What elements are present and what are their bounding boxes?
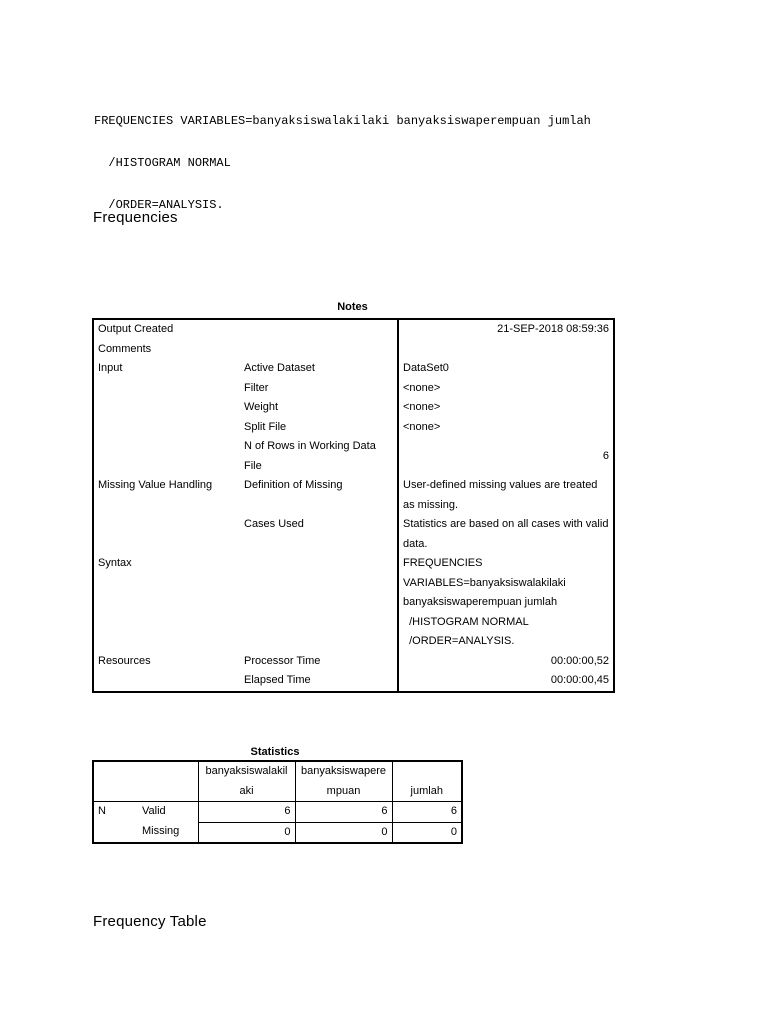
stat-value: 0 [295, 822, 392, 843]
syntax-line: FREQUENCIES VARIABLES=banyaksiswalakilaki banyaksiswaperempuan jumlah [94, 114, 591, 128]
stat-value: 6 [198, 802, 295, 823]
notes-table [92, 318, 615, 693]
n-label: N [98, 805, 106, 817]
notes-cell [93, 379, 240, 399]
notes-cell: Definition of Missing [244, 479, 343, 491]
notes-cell: N of Rows in Working Data File [244, 440, 376, 472]
table-row [93, 476, 614, 515]
notes-cell [93, 398, 240, 418]
notes-cell: Processor Time [244, 654, 321, 667]
notes-cell: 21-SEP-2018 08:59:36 [398, 319, 614, 340]
notes-cell: 00:00:00,45 [398, 671, 614, 692]
notes-cell: Filter [244, 381, 269, 394]
notes-cell [93, 515, 240, 554]
table-row [93, 319, 614, 340]
notes-cell [240, 319, 398, 340]
table-row [93, 652, 614, 672]
table-row [93, 398, 614, 418]
statistics-table [92, 760, 463, 844]
notes-cell: FREQUENCIES VARIABLES=banyaksiswalakilaki banyaksiswaperempuan jumlah /HISTOGRAM NORMAL /ORDER=ANALYSIS. [398, 554, 614, 652]
notes-cell: Syntax [98, 557, 132, 569]
notes-cell: User-defined missing values are treated as missing. [398, 476, 614, 515]
notes-cell: Resources [98, 654, 151, 667]
table-row [93, 554, 614, 652]
notes-cell [93, 671, 240, 692]
notes-cell: <none> [398, 398, 614, 418]
notes-cell [240, 340, 398, 360]
syntax-line: /ORDER=ANALYSIS. [94, 198, 224, 212]
stat-value: 6 [392, 802, 462, 823]
notes-cell [240, 554, 398, 652]
notes-cell: Input [98, 362, 123, 374]
row-label: Missing [138, 822, 198, 843]
empty-header-cell [93, 761, 138, 802]
notes-cell [398, 340, 614, 360]
notes-cell: Missing Value Handling [98, 479, 213, 491]
stat-value: 0 [392, 822, 462, 843]
notes-cell: DataSet0 [398, 359, 614, 379]
table-row [93, 379, 614, 399]
stat-value: 0 [198, 822, 295, 843]
table-row [93, 437, 614, 476]
statistics-caption: Statistics [250, 746, 300, 758]
notes-cell: Statistics are based on all cases with valid data. [398, 515, 614, 554]
notes-caption: Notes [337, 301, 368, 313]
notes-cell: Comments [98, 342, 152, 355]
notes-cell: <none> [398, 418, 614, 438]
table-row [93, 340, 614, 360]
table-row [93, 802, 462, 823]
column-header: banyaksiswaperempuan [295, 761, 392, 802]
table-row [93, 671, 614, 692]
frequencies-heading: Frequencies [93, 209, 178, 226]
row-label: Valid [138, 802, 198, 823]
notes-cell: Elapsed Time [244, 674, 311, 686]
table-row [93, 418, 614, 438]
syntax-line: /HISTOGRAM NORMAL [94, 156, 231, 170]
notes-cell: Weight [244, 401, 279, 413]
syntax-block [94, 86, 591, 226]
notes-cell: Active Dataset [244, 362, 315, 374]
table-row [93, 359, 614, 379]
notes-cell [93, 437, 240, 476]
notes-cell: <none> [398, 379, 614, 399]
notes-cell [93, 418, 240, 438]
column-header: jumlah [392, 761, 462, 802]
table-row [93, 761, 462, 802]
column-header: banyaksiswalakilaki [198, 761, 295, 802]
table-row [93, 822, 462, 843]
notes-cell: Split File [244, 420, 287, 433]
empty-cell [93, 822, 138, 843]
frequency-table-heading: Frequency Table [93, 913, 207, 930]
table-row [93, 515, 614, 554]
notes-cell: Cases Used [244, 518, 304, 530]
empty-header-cell [138, 761, 198, 802]
stat-value: 6 [295, 802, 392, 823]
notes-cell: Output Created [98, 323, 174, 335]
notes-cell: 6 [398, 437, 614, 476]
notes-cell: 00:00:00,52 [398, 652, 614, 672]
